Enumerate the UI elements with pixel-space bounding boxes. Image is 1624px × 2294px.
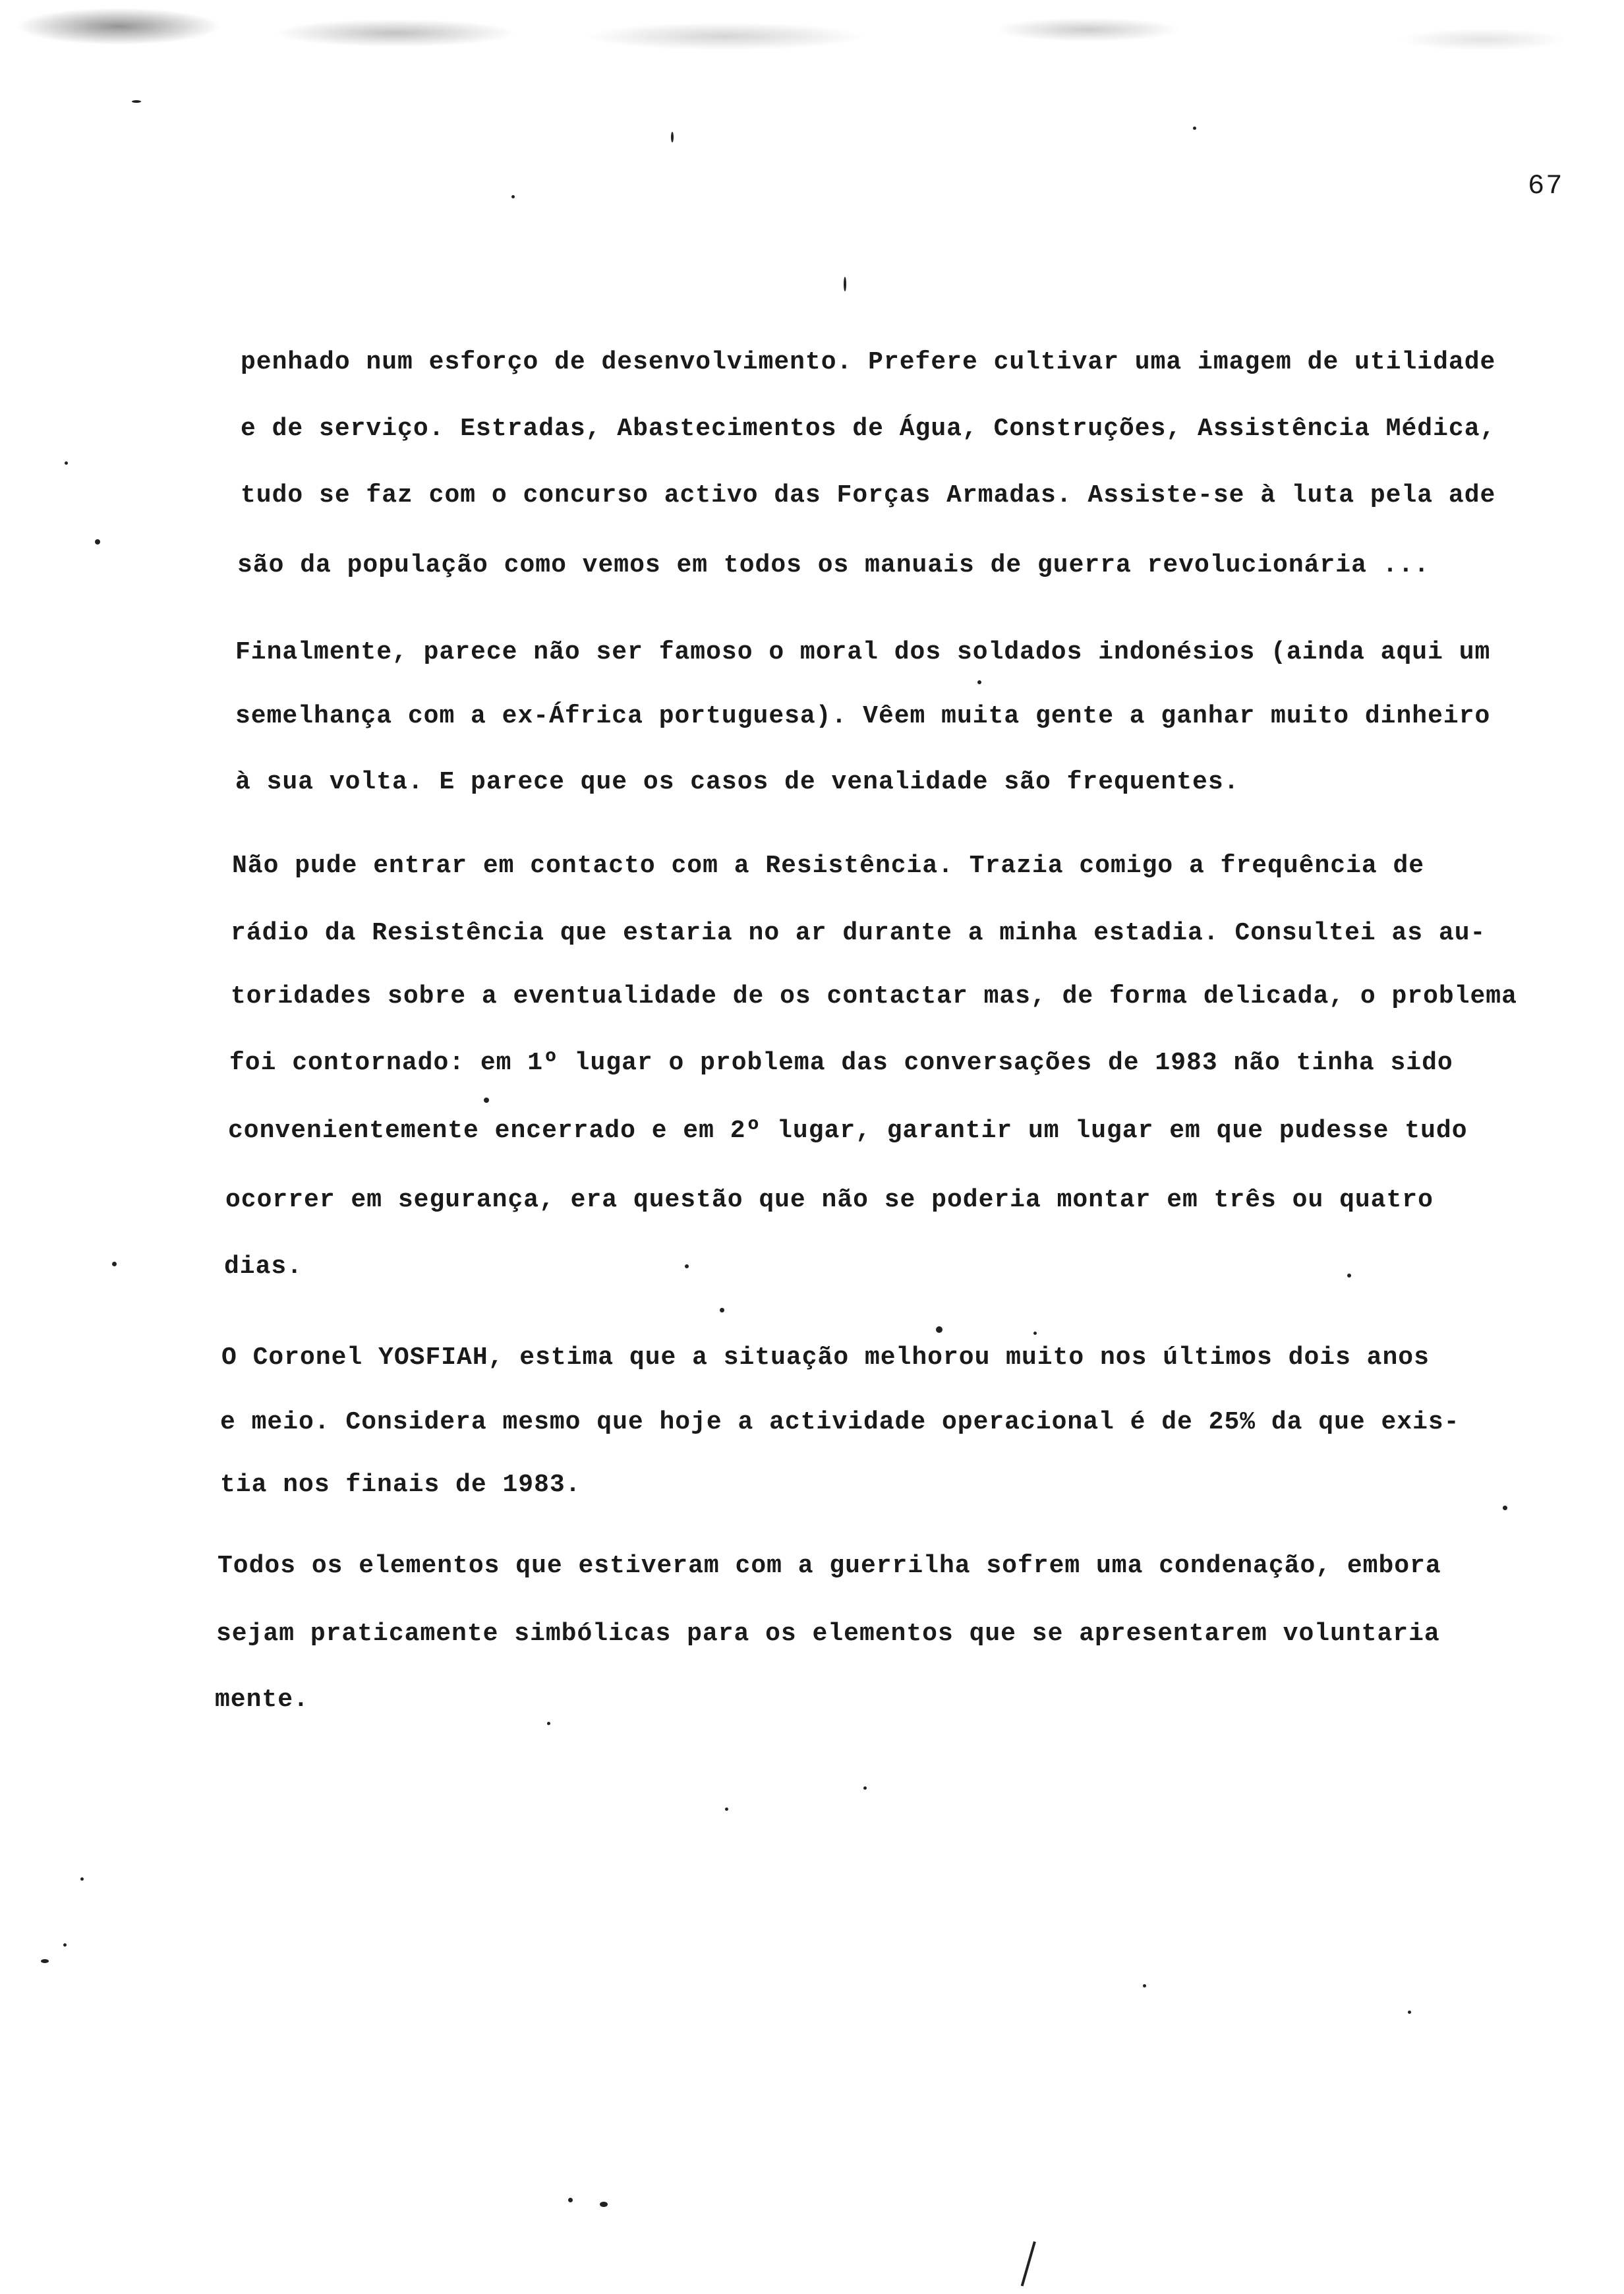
speck <box>685 1264 689 1268</box>
text-line: são da população como vemos em todos os manuais de guerra revolucionária ... <box>237 551 1430 579</box>
speck <box>41 1959 49 1963</box>
text-line: tia nos finais de 1983. <box>220 1471 581 1499</box>
speck <box>112 1262 117 1266</box>
speck <box>80 1877 84 1881</box>
text-line: O Coronel YOSFIAH, estima que a situação melhorou muito nos últimos dois anos <box>221 1343 1430 1372</box>
scan-noise-header <box>0 0 1624 92</box>
speck <box>95 539 100 544</box>
speck <box>1033 1332 1037 1335</box>
pen-stroke <box>1021 2241 1036 2286</box>
speck <box>568 2198 573 2202</box>
speck <box>547 1722 550 1725</box>
speck <box>844 277 846 291</box>
text-line: foi contornado: em 1º lugar o problema das conversações de 1983 não tinha sido <box>229 1049 1453 1077</box>
text-line: rádio da Resistência que estaria no ar durante a minha estadia. Consultei as au- <box>231 919 1486 947</box>
text-line: penhado num esforço de desenvolvimento. Prefere cultivar uma imagem de utilidade <box>241 348 1496 376</box>
speck <box>1347 1274 1351 1278</box>
text-line: Finalmente, parece não ser famoso o moral dos soldados indonésios (ainda aqui um <box>235 638 1491 666</box>
speck <box>600 2202 608 2207</box>
text-line: e meio. Considera mesmo que hoje a actividade operacional é de 25% da que exis- <box>220 1408 1460 1436</box>
text-line: dias. <box>224 1252 303 1281</box>
speck <box>863 1786 867 1790</box>
text-line: toridades sobre a eventualidade de os contactar mas, de forma delicada, o problema <box>231 982 1517 1011</box>
speck <box>977 680 981 684</box>
text-line: mente. <box>215 1686 309 1714</box>
page-number: 67 <box>1528 170 1564 202</box>
speck <box>671 132 674 142</box>
text-line: tudo se faz com o concurso activo das Forças Armadas. Assiste-se à luta pela ade <box>241 481 1496 510</box>
text-line: Não pude entrar em contacto com a Resistência. Trazia comigo a frequência de <box>232 852 1425 880</box>
text-line: sejam praticamente simbólicas para os elementos que se apresentarem voluntaria <box>216 1620 1440 1648</box>
text-line: e de serviço. Estradas, Abastecimentos de Água, Construções, Assistência Médica, <box>241 415 1496 443</box>
speck <box>1193 127 1196 130</box>
text-line: ocorrer em segurança, era questão que não se poderia montar em três ou quatro <box>225 1186 1434 1214</box>
speck <box>1408 2011 1411 2014</box>
text-line: convenientemente encerrado e em 2º lugar, garantir um lugar em que pudesse tudo <box>228 1117 1468 1145</box>
speck <box>936 1326 942 1333</box>
speck <box>132 100 141 103</box>
text-line: à sua volta. E parece que os casos de venalidade são frequentes. <box>235 768 1240 796</box>
speck <box>720 1308 724 1312</box>
speck <box>484 1098 489 1103</box>
speck <box>65 461 68 465</box>
speck <box>1503 1506 1507 1510</box>
speck <box>1143 1984 1146 1987</box>
text-line: semelhança com a ex-África portuguesa). Vêem muita gente a ganhar muito dinheiro <box>235 702 1491 730</box>
text-line: Todos os elementos que estiveram com a guerrilha sofrem uma condenação, embora <box>218 1552 1441 1580</box>
speck <box>511 195 515 198</box>
speck <box>725 1808 728 1811</box>
speck <box>63 1943 67 1947</box>
